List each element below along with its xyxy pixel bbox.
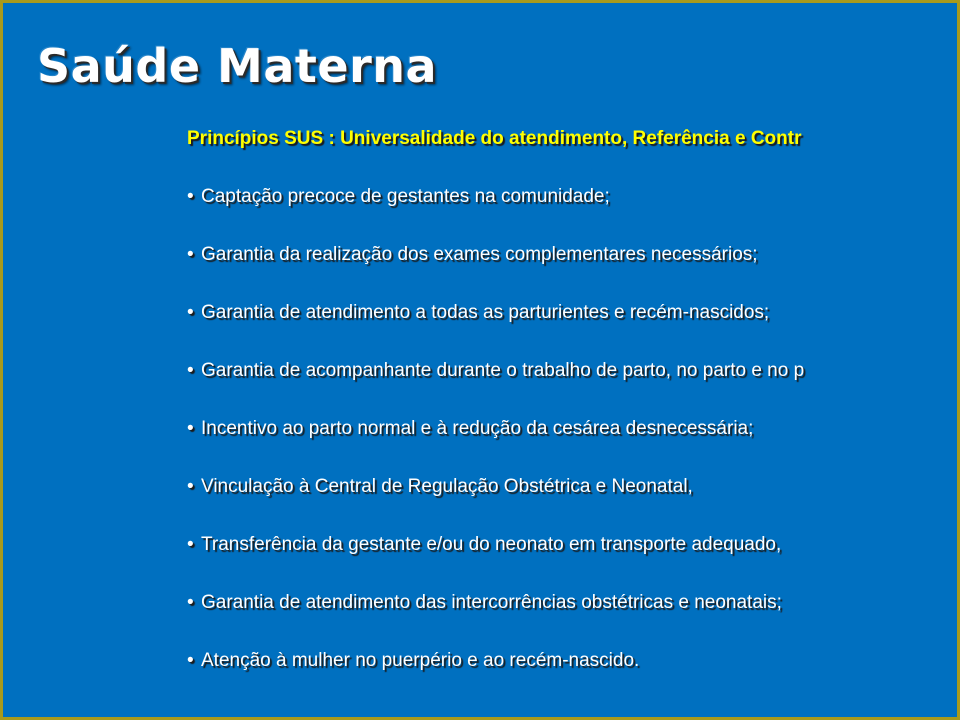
slide-subtitle: Princípios SUS : Universalidade do atendimento, Referência e Contr: [187, 128, 802, 149]
bullet-dot-icon: •: [187, 302, 194, 323]
bullet-text: Incentivo ao parto normal e à redução da cesárea desnecessária;: [201, 418, 754, 439]
bullet-item: [187, 241, 960, 299]
bullet-item: [187, 299, 960, 357]
bullet-text: Garantia de atendimento das intercorrências obstétricas e neonatais;: [201, 592, 782, 613]
bullet-list: [187, 183, 960, 705]
bullet-dot-icon: •: [187, 418, 194, 439]
bullet-dot-icon: •: [187, 534, 194, 555]
bullet-item: [187, 473, 960, 531]
bullet-text: Transferência da gestante e/ou do neonato em transporte adequado,: [201, 534, 782, 555]
bullet-item: [187, 357, 960, 415]
bullet-dot-icon: •: [187, 360, 194, 381]
bullet-text: Garantia da realização dos exames complementares necessários;: [201, 244, 758, 265]
bullet-item: [187, 647, 960, 705]
bullet-dot-icon: •: [187, 186, 194, 207]
slide-title: Saúde Materna: [37, 39, 438, 93]
bullet-dot-icon: •: [187, 244, 194, 265]
bullet-dot-icon: •: [187, 476, 194, 497]
bullet-text: Atenção à mulher no puerpério e ao recém-nascido.: [201, 650, 640, 671]
bullet-text: Vinculação à Central de Regulação Obstétrica e Neonatal,: [201, 476, 693, 497]
bullet-text: Garantia de atendimento a todas as parturientes e recém-nascidos;: [201, 302, 770, 323]
bullet-item: [187, 589, 960, 647]
bullet-dot-icon: •: [187, 650, 194, 671]
slide-content: [187, 125, 960, 705]
bullet-text: Garantia de acompanhante durante o trabalho de parto, no parto e no p: [201, 360, 805, 381]
bullet-text: Captação precoce de gestantes na comunidade;: [201, 186, 610, 207]
bullet-dot-icon: •: [187, 592, 194, 613]
bullet-item: [187, 183, 960, 241]
bullet-item: [187, 531, 960, 589]
bullet-item: [187, 415, 960, 473]
